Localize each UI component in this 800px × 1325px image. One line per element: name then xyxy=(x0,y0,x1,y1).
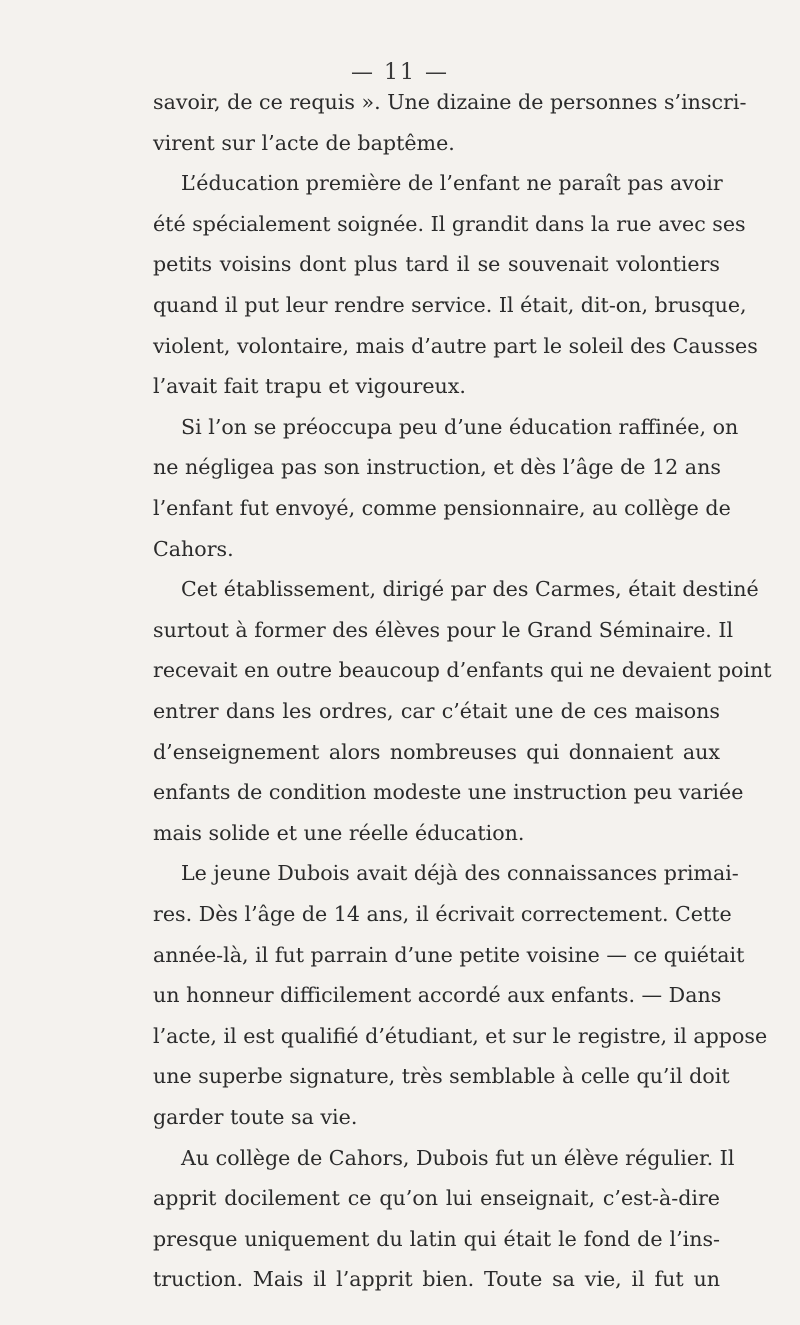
text-line: savoir, de ce requis ». Une dizaine de personnes s’inscri- xyxy=(153,90,747,114)
text-line: Cet établissement, dirigé par des Carmes, était destiné xyxy=(181,577,759,602)
text-line: une superbe signature, très semblable à celle qu’il doit xyxy=(153,1064,730,1089)
text-line: presque uniquement du latin qui était le fond de l’ins- xyxy=(153,1226,720,1251)
text-line: Si l’on se préoccupa peu d’une éducation raffinée, on xyxy=(181,414,739,439)
text-line: virent sur l’acte de baptême. xyxy=(153,130,455,155)
text-line: petits voisins dont plus tard il se souvenait volontiers xyxy=(153,252,720,277)
page-number: — 11 — xyxy=(351,60,449,85)
text-line: un honneur difficilement accordé aux enfants. — Dans xyxy=(153,983,722,1008)
text-line: truction. Mais il l’apprit bien. Toute sa vie, il fut un xyxy=(153,1267,720,1292)
text-line: apprit docilement ce qu’on lui enseignait, c’est-à-dire xyxy=(153,1186,720,1211)
text-line: année-là, il fut parrain d’une petite voisine — ce quiétait xyxy=(153,942,745,967)
text-line: L’éducation première de l’enfant ne paraît pas avoir xyxy=(181,171,723,196)
text-line: d’enseignement alors nombreuses qui donnaient aux xyxy=(153,739,720,764)
text-line: quand il put leur rendre service. Il était, dit-on, brusque, xyxy=(153,293,747,317)
text-line: recevait en outre beaucoup d’enfants qui ne devaient point xyxy=(153,658,772,683)
text-line: Cahors. xyxy=(153,536,234,561)
text-line: Au collège de Cahors, Dubois fut un élève régulier. Il xyxy=(181,1145,735,1170)
text-line: entrer dans les ordres, car c’était une de ces maisons xyxy=(153,699,720,723)
text-line: garder toute sa vie. xyxy=(153,1105,358,1129)
text-line: res. Dès l’âge de 14 ans, il écrivait correctement. Cette xyxy=(153,902,732,926)
text-line: surtout à former des élèves pour le Grand Séminaire. Il xyxy=(153,617,734,642)
text-line: enfants de condition modeste une instruction peu variée xyxy=(153,780,744,805)
text-line: l’avait fait trapu et vigoureux. xyxy=(153,374,466,399)
text-line: l’acte, il est qualifié d’étudiant, et sur le registre, il appose xyxy=(153,1023,768,1048)
text-line: ne négligea pas son instruction, et dès l’âge de 12 ans xyxy=(153,455,721,480)
text-line: été spécialement soignée. Il grandit dans la rue avec ses xyxy=(153,211,746,236)
text-line: Le jeune Dubois avait déjà des connaissances primai- xyxy=(181,861,739,886)
text-line: mais solide et une réelle éducation. xyxy=(153,820,525,845)
text-line: l’enfant fut envoyé, comme pensionnaire, au collège de xyxy=(153,496,731,520)
text-line: violent, volontaire, mais d’autre part le soleil des Causses xyxy=(153,333,758,358)
